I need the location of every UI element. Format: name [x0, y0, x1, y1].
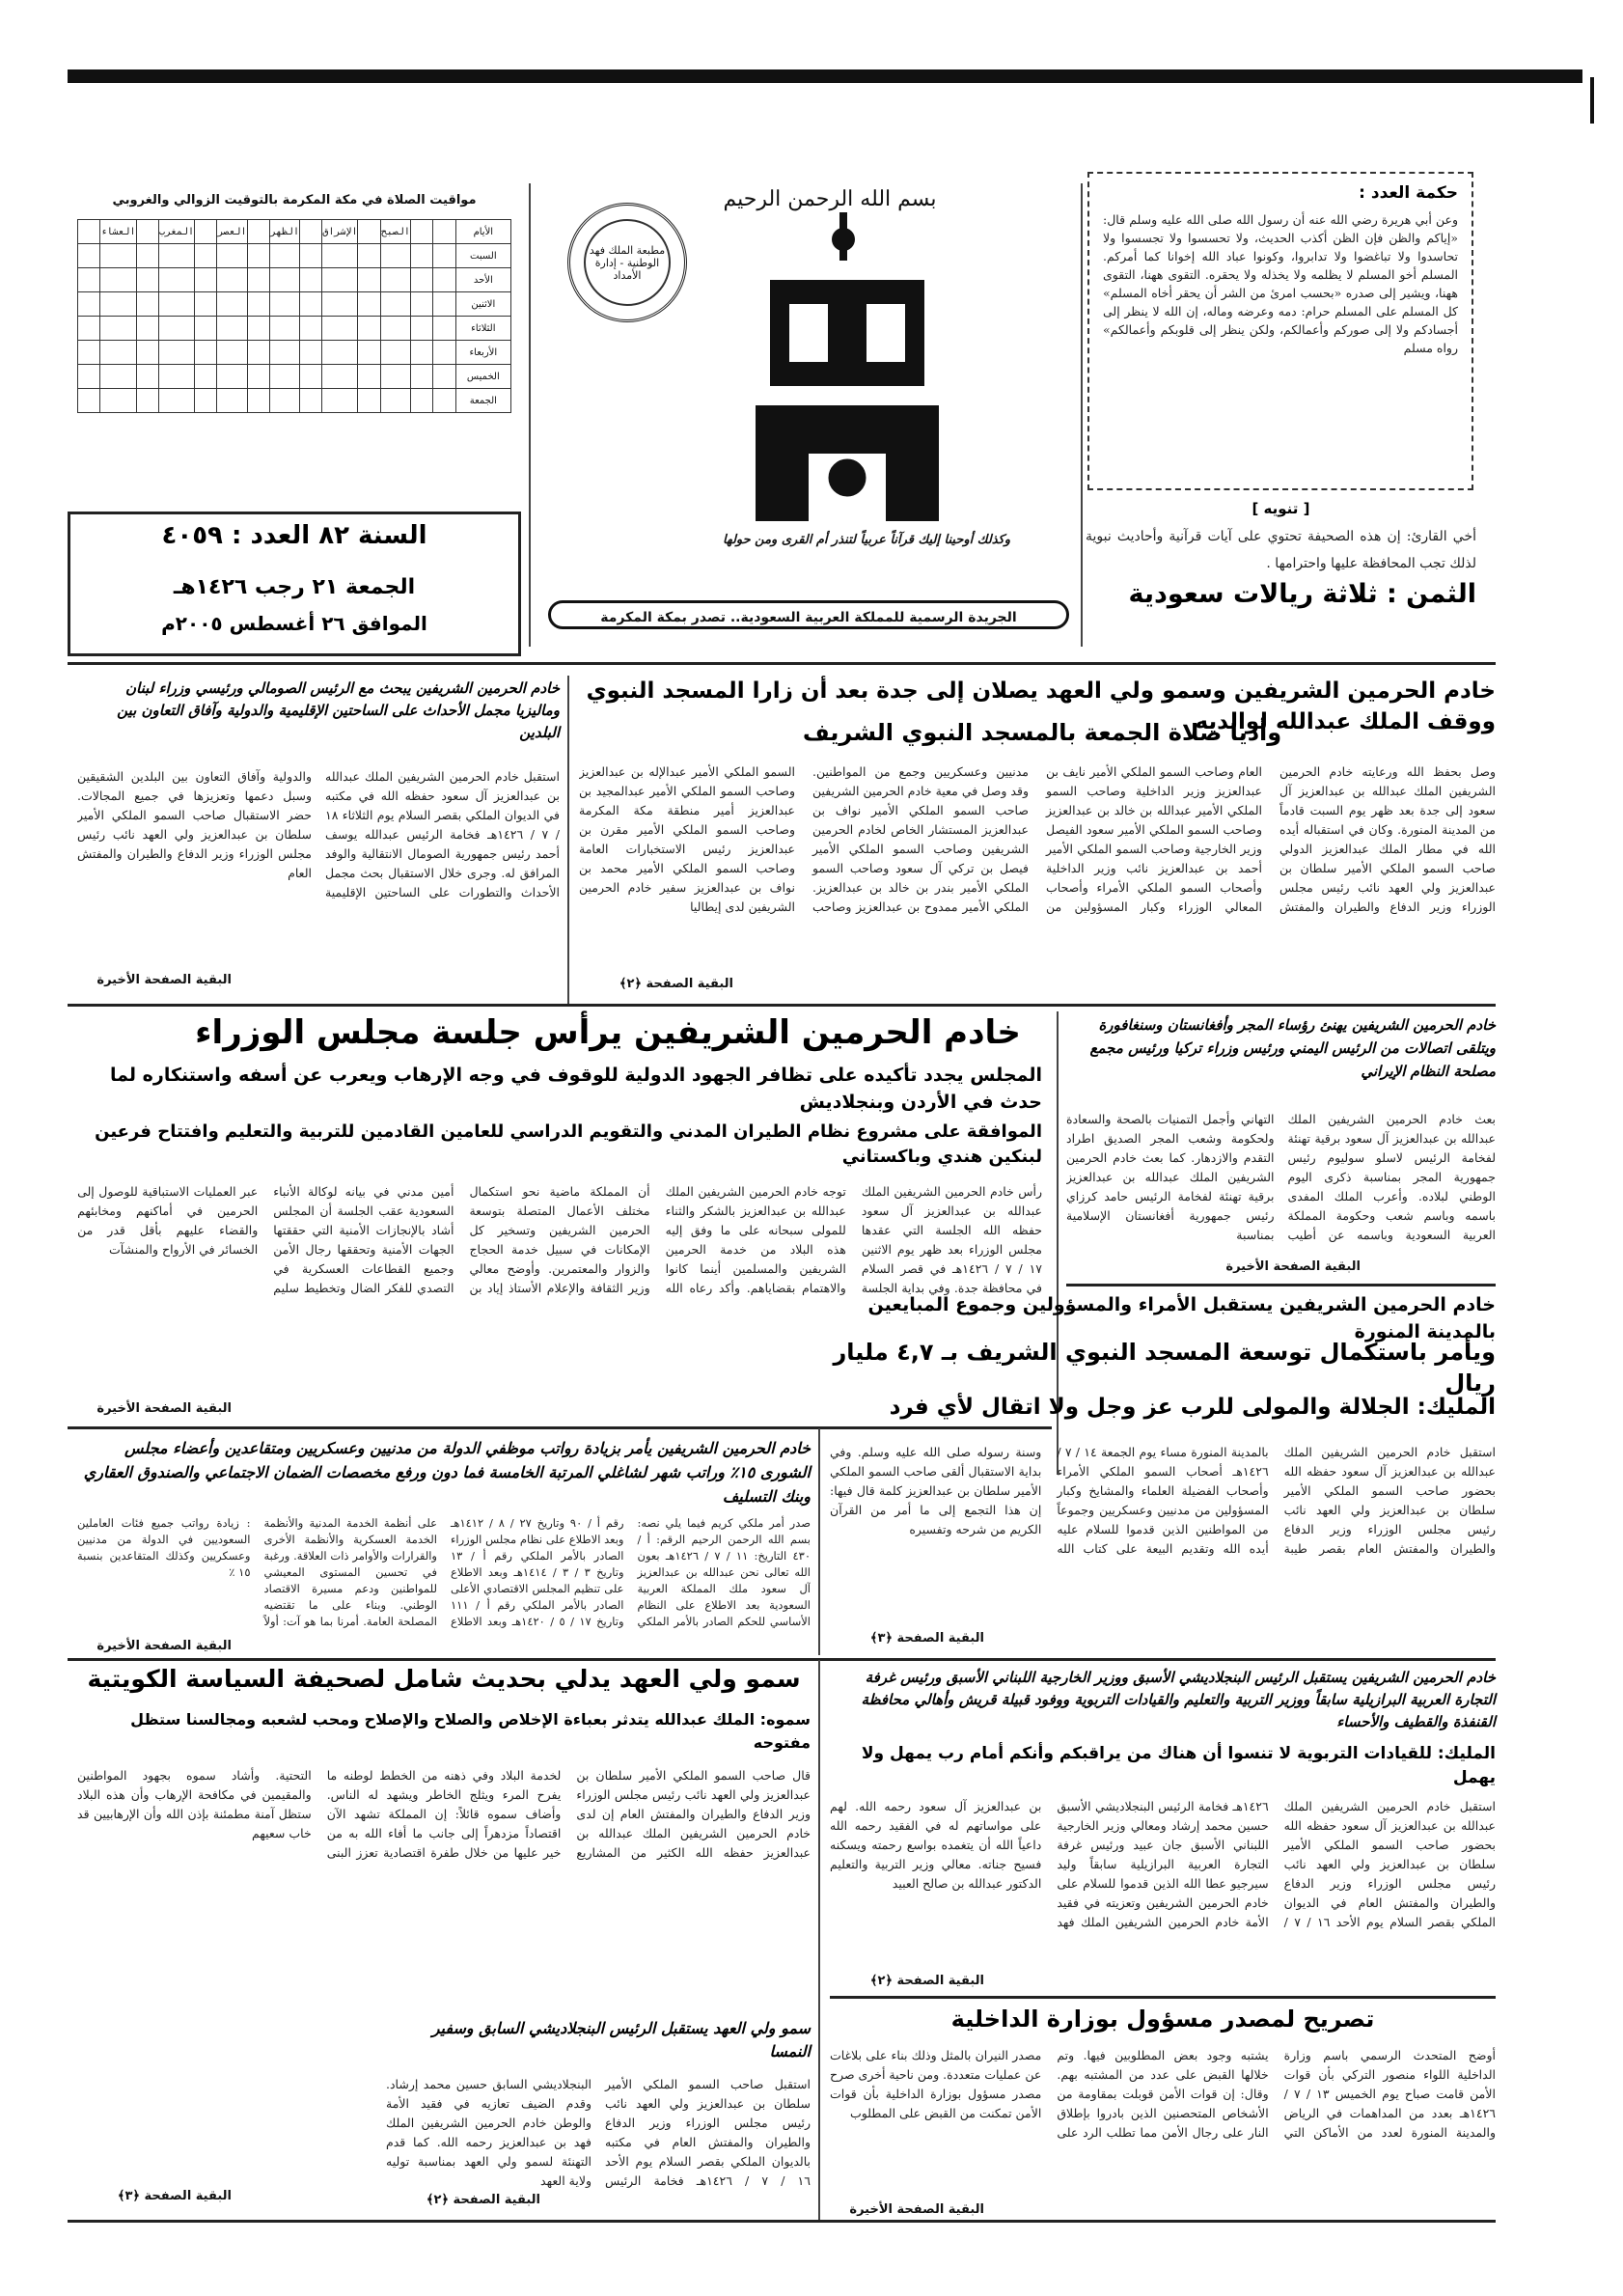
a5-headline1: خادم الحرمين الشريفين يستقبل الأمراء والمسؤولين وجموع المبايعين بالمدينة المنورة — [867, 1294, 1496, 1342]
a3-sub1: المجلس يجدد تأكيده على تظافر الجهود الدولية للوقوف في وجه الإرهاب ويعرب عن أسفه واستنكاره لما حدث في الأردن وبنجلاديش — [110, 1065, 1042, 1113]
a9-body: أوضح المتحدث الرسمي باسم وزارة الداخلية اللواء منصور التركي بأن قوات الأمن قامت صباح يوم الخميس ١٣ / ٧ / ١٤٢٦هـ بعدد من المداهمات في الرياض والمدينة المنورة لعدد من الأماكن التي يشتبه وجود بعض المطلوبين فيها. وتم خلالها القبض على عدد من المشتبه بهم. وقال: إن قوات الأمن قوبلت بمقاومة من الأشخاص المتحصنين الذين بادروا بإطلاق النار على رجال الأمن مما تطلب الرد على مصدر النيران بالمثل وذلك بناء على بلاغات عن عمليات متعددة. ومن ناحية أخرى صرح مصدر مسؤول بوزارة الداخلية بأن قوات الأمن تمكنت من القبض على المطلوب — [830, 2048, 1496, 2140]
wisdom-text: وعن أبي هريرة رضي الله عنه أن رسول الله صلى الله عليه وسلم قال: «إياكم والظن فإن الظن أكذب الحديث، ولا تحسسوا ولا تجسسوا ولا تحاسدوا ولا تباغضوا ولا تدابروا، وكونوا عباد الله إخوانا كما أمركم. المسلم أخو المسلم لا يظلمه ولا يخذله ولا يحقره. التقوى ههنا، التقوى ههنا، ويشير إلى صدره «بحسب امرئ من الشر أن يحقر أخاه المسلم» كل المسلم على المسلم حرام: دمه وعرضه وماله، إن الله لا ينظر إلى أجسادكم ولا إلى صوركم وأعمالكم، ولكن ينظر إلى قلوبكم وأعمالكم» رواه مسلم — [1103, 212, 1458, 355]
prayer-header — [358, 220, 380, 244]
masthead-frame — [1081, 183, 1083, 647]
notice-title: [ تنويه ] — [1252, 500, 1310, 517]
a9-more: البقية الصفحة الأخيرة — [849, 2202, 984, 2217]
a6-body: صدر أمر ملكي كريم فيما يلي نصه: بسم الله الرحمن الرحيم الرقم: أ / ٤٣٠ التاريخ: ١١ / ٧ / ١٤٢٦هـ بعون الله تعالى نحن عبدالله بن عبدالعزيز آل سعود ملك المملكة العربية السعودية بعد الاطلاع على النظام الأساسي للحكم الصادر بالأمر الملكي رقم أ / ٩٠ وتاريخ ٢٧ / ٨ / ١٤١٢هـ وبعد الاطلاع على نظام مجلس الوزراء الصادر بالأمر الملكي رقم أ / ١٣ وتاريخ ٣ / ٣ / ١٤١٤هـ وبعد الاطلاع على تنظيم المجلس الاقتصادي الأعلى الصادر بالأمر الملكي رقم أ / ١١١ وتاريخ ١٧ / ٥ / ١٤٢٠هـ وبعد الاطلاع على أنظمة الخدمة المدنية والأنظمة الخدمة العسكرية والأنظمة الأخرى والقرارات والأوامر ذات العلاقة. ورغبة في تحسين المستوى المعيشي للمواطنين ودعم مسيرة الاقتصاد الوطني. وبناء على ما تقتضيه المصلحة العامة. أمرنا بما هو آت: أولاً : زيادة رواتب جميع فئات العاملين السعوديين في الدولة من مدنيين وعسكريين وكذلك المتقاعدين بنسبة ١٥ ٪ — [77, 1516, 811, 1628]
row-rule — [830, 1996, 1496, 1999]
seal-icon — [567, 203, 687, 322]
seal-text: مطبعة الملك فهد الوطنية - إدارة الأمداد — [584, 219, 671, 306]
prayer-table — [77, 219, 511, 413]
a2-more: البقية الصفحة الأخيرة — [96, 973, 232, 987]
prayer-row — [78, 292, 511, 317]
prayer-header: الصبح — [380, 220, 410, 244]
top-rule — [68, 69, 1582, 83]
a2-body: استقبل خادم الحرمين الشريفين الملك عبدالله بن عبدالعزيز آل سعود حفظه الله في مكتبه في الديوان الملكي بقصر السلام يوم الثلاثاء ١٨ / ٧ / ١٤٢٦هـ فخامة الرئيس عبدالله يوسف أحمد رئيس جمهورية الصومال الانتقالية والوفد المرافق له. وجرى خلال الاستقبال بحث مجمل الأحداث والتطورات على الساحتين الإقليمية والدولية وآفاق التعاون بين البلدين الشقيقين وسبل دعمها وتعزيزها في جميع المجالات. حضر الاستقبال صاحب السمو الملكي الأمير سلطان بن عبدالعزيز ولي العهد نائب رئيس مجلس الوزراء وزير الدفاع والطيران والمفتش العام — [77, 769, 560, 899]
row-rule — [68, 1658, 1496, 1661]
header-rule — [68, 662, 1496, 665]
a4-headline: خادم الحرمين الشريفين يهنئ رؤساء المجر وأفغانستان وسنغافورة ويتلقى اتصالات من الرئيس اليمني ورئيس وزراء تركيا ورئيس مجمع مصلحة النظام الإيراني — [1089, 1016, 1496, 1080]
wisdom-box — [1087, 172, 1473, 490]
row-rule — [68, 1426, 1052, 1429]
prayer-header — [247, 220, 269, 244]
a4-more: البقية الصفحة الأخيرة — [1225, 1259, 1361, 1274]
prayer-header: الإشراق — [322, 220, 358, 244]
a8-sub: سموه: الملك عبدالله يتدثر بعباءة الإخلاص والصلاح والإصلاح ومحب لشعبه ومجالسنا ستظل مفتوحه — [130, 1710, 811, 1752]
masthead-logo-icon — [751, 212, 944, 531]
a3-sub2: الموافقة على مشروع نظام الطيران المدني والتقويم الدراسي للعامين القادمين للتربية والتعليم وافتتاح فرعين لبنكين هندي وباكستاني — [95, 1121, 1042, 1167]
a9-headline: تصريح لمصدر مسؤول بوزارة الداخلية — [950, 2006, 1375, 2033]
a1-more: البقية الصفحة ﴿٢﴾ — [619, 977, 733, 991]
prayer-day: الثلاثاء — [455, 317, 510, 341]
column-rule — [818, 1428, 820, 1655]
a10-headline: سمو ولي العهد يستقبل الرئيس البنجلاديشي السابق وسفير النمسا — [431, 2019, 811, 2061]
prayer-header — [78, 220, 100, 244]
a1-subhead: وأديا صلاة الجمعة بالمسجد النبوي الشريف — [802, 719, 1282, 746]
a5-more: البقية الصفحة ﴿٣﴾ — [869, 1631, 984, 1646]
prayer-row — [78, 244, 511, 268]
prayer-header — [410, 220, 432, 244]
prayer-row — [78, 341, 511, 365]
a3-headline: خادم الحرمين الشريفين يرأس جلسة مجلس الوزراء — [195, 1013, 1021, 1052]
issue-number: السنة ٨٢ العدد : ٤٠٥٩ — [161, 521, 427, 550]
prayer-title: مواقيت الصلاة في مكة المكرمة بالتوقيت الزوالي والغروبي — [112, 193, 477, 207]
prayer-header — [433, 220, 455, 244]
price: الثمن : ثلاثة ريالات سعودية — [1128, 579, 1476, 609]
issue-date-greg: الموافق ٢٦ أغسطس ٢٠٠٥م — [161, 612, 427, 635]
prayer-header — [299, 220, 321, 244]
prayer-day: الاثنين — [455, 292, 510, 317]
a7-more: البقية الصفحة ﴿٢﴾ — [869, 1974, 984, 1988]
a5-body: استقبل خادم الحرمين الشريفين الملك عبدالله بن عبدالعزيز آل سعود حفظه الله بحضور صاحب السمو الملكي الأمير سلطان بن عبدالعزيز ولي العهد نائب رئيس مجلس الوزراء وزير الدفاع والطيران والمفتش العام بقصر طيبة بالمدينة المنورة مساء يوم الجمعة ١٤ / ٧ / ١٤٢٦هـ أصحاب السمو الملكي الأمراء وأصحاب الفضيلة العلماء والمشايخ وكبار المسؤولين من مدنيين وعسكريين وجموعاً من المواطنين الذين قدموا للسلام عليه أيده الله وتقديم البيعة على كتاب الله وسنة رسوله صلى الله عليه وسلم. وفي بداية الاستقبال ألقى صاحب السمو الملكي الأمير سلطان بن عبدالعزيز كلمة قال فيها: إن هذا التجمع إلى ما أمر من القرآن الكريم من شرحه وتفسيره — [830, 1445, 1496, 1556]
issue-date-hijri: الجمعة ٢١ رجب ١٤٢٦هـ — [173, 575, 416, 599]
a7-body: استقبل خادم الحرمين الشريفين الملك عبدالله بن عبدالعزيز آل سعود حفظه الله بحضور صاحب السمو الملكي الأمير سلطان بن عبدالعزيز ولي العهد نائب رئيس مجلس الوزراء وزير الدفاع والطيران والمفتش العام في الديوان الملكي بقصر السلام يوم الأحد ١٦ / ٧ / ١٤٢٦هـ فخامة الرئيس البنجلاديشي الأسبق حسين محمد إرشاد ومعالي وزير الخارجية اللبناني الأسبق جان عبيد ورئيس غرفة التجارة العربية البرازيلية سابقاً وليد سيرجيو عطا الله الذين قدموا للسلام على خادم الحرمين الشريفين وتعزيته في فقيد الأمة خادم الحرمين الشريفين الملك فهد بن عبدالعزيز آل سعود رحمه الله. لهم على مواساتهم له في الفقيد رحمه الله داعياً الله أن يتغمده بواسع رحمته ويسكنه فسيح جناته. معالي وزير التربية والتعليم الدكتور عبدالله بن صالح العبيد — [830, 1799, 1496, 1929]
column-rule — [818, 1660, 820, 2220]
column-rule — [567, 676, 569, 1004]
prayer-day: السبت — [455, 244, 510, 268]
a3-body: رأس خادم الحرمين الشريفين الملك عبدالله بن عبدالعزيز آل سعود حفظه الله الجلسة التي عقدها مجلس الوزراء بعد ظهر يوم الاثنين ١٧ / ٧ / ١٤٢٦هـ في قصر السلام في محافظة جدة. وفي بداية الجلسة توجه خادم الحرمين الشريفين الملك عبدالله بن عبدالعزيز بالشكر والثناء للمولى سبحانه على ما وفق إليه هذه البلاد من خدمة الحرمين الشريفين والمسلمين أينما كانوا والاهتمام بقضاياهم. وأكد رعاه الله أن المملكة ماضية نحو استكمال مختلف الأعمال المتصلة بتوسعة الحرمين الشريفين وتسخير كل الإمكانات في سبيل خدمة الحجاج والزوار والمعتمرين. وأوضح معالي وزير الثقافة والإعلام الأستاذ إياد بن أمين مدني في بيانه لوكالة الأنباء السعودية عقب الجلسة أن المجلس أشاد بالإنجازات الأمنية التي حققتها الجهات الأمنية وتحققها رجال الأمن وجميع القطاعات العسكرية في التصدي للفكر الضال وتخطيط سليم عبر العمليات الاستباقية للوصول إلى الحرمين في أماكنهم ومخابئهم والقضاء عليهم بأقل قدر من الخسائر في الأرواح والمنشآت — [77, 1184, 1042, 1295]
prayer-row — [78, 389, 511, 413]
masthead-tagline: الجريدة الرسمية للمملكة العربية السعودية.. تصدر بمكة المكرمة — [548, 600, 1069, 629]
a6-more: البقية الصفحة الأخيرة — [96, 1639, 232, 1653]
prayer-day: الخميس — [455, 365, 510, 389]
a8-more: البقية الصفحة ﴿٣﴾ — [117, 2189, 232, 2203]
prayer-row — [78, 365, 511, 389]
page-bottom-rule — [68, 2220, 1496, 2223]
a5-headline2: ويأمر باستكمال توسعة المسجد النبوي الشريف بـ ٤,٧ مليار ريال — [833, 1339, 1496, 1397]
corner-mark — [1590, 77, 1594, 124]
a4-body: بعث خادم الحرمين الشريفين الملك عبدالله بن عبدالعزيز آل سعود برقية تهنئة لفخامة الرئيس لاسلو سوليوم رئيس جمهورية المجر بمناسبة ذكرى اليوم الوطني لبلاده. وأعرب الملك المفدى باسمه وباسم شعب وحكومة المملكة العربية السعودية وباسمه عن أطيب التهاني وأجمل التمنيات بالصحة والسعادة ولحكومة وشعب المجر الصديق اطراد التقدم والازدهار. كما بعث خادم الحرمين الشريفين الملك عبدالله بن عبدالعزيز برقية تهنئة لفخامة الرئيس حامد كرزاي رئيس جمهورية أفغانستان الإسلامية بمناسبة — [1066, 1112, 1496, 1242]
notice-text: أخي القارئ: إن هذه الصحيفة تحتوي على آيات قرآنية وأحاديث نبوية لذلك تجب المحافظة عليها واحترامها . — [1086, 529, 1476, 571]
a7-sub: المليك: للقيادات التربوية لا تنسوا أن هناك من يراقبكم وأنكم أمام رب يمهل ولا يهمل — [861, 1744, 1496, 1787]
prayer-day: الجمعة — [455, 389, 510, 413]
prayer-header: العشاء — [100, 220, 136, 244]
prayer-header: العصر — [217, 220, 247, 244]
a3-more: البقية الصفحة الأخيرة — [96, 1401, 232, 1416]
prayer-header: الأيام — [455, 220, 510, 244]
prayer-header: الظهر — [269, 220, 299, 244]
masthead-frame — [529, 183, 531, 647]
prayer-header-row — [78, 220, 511, 244]
a8-headline: سمو ولي العهد يدلي بحديث شامل لصحيفة السياسة الكويتية — [87, 1665, 801, 1693]
prayer-row — [78, 317, 511, 341]
masthead-verse: وكذلك أوحينا إليك قرآناً عربياً لتنذر أم القرى ومن حولها — [722, 533, 1010, 547]
prayer-day: الأحد — [455, 268, 510, 292]
prayer-box — [77, 193, 511, 413]
a1-body: وصل بحفظ الله ورعايته خادم الحرمين الشريفين الملك عبدالله بن عبدالعزيز آل سعود إلى جدة بعد ظهر يوم السبت قادماً من المدينة المنورة. وكان في استقباله أيده الله في مطار الملك عبدالعزيز الدولي صاحب السمو الملكي الأمير سلطان بن عبدالعزيز ولي العهد نائب رئيس مجلس الوزراء وزير الدفاع والطيران والمفتش العام وصاحب السمو الملكي الأمير نايف بن عبدالعزيز وزير الداخلية وصاحب السمو الملكي الأمير عبدالله بن خالد بن عبدالعزيز وصاحب السمو الملكي الأمير سعود الفيصل وزير الخارجية وصاحب السمو الملكي الأمير أحمد بن عبدالعزيز نائب وزير الداخلية وأصحاب السمو الملكي الأمراء وأصحاب المعالي الوزراء وكبار المسؤولين من مدنيين وعسكريين وجمع من المواطنين. وقد وصل في معية خادم الحرمين الشريفين صاحب السمو الملكي الأمير نواف بن عبدالعزيز المستشار الخاص لخادم الحرمين الشريفين وصاحب السمو الملكي الأمير فيصل بن تركي آل سعود وصاحب السمو الملكي الأمير بندر بن خالد بن عبدالعزيز. الملكي الأمير ممدوح بن عبدالعزيز وصاحب السمو الملكي الأمير عبدالإله بن عبدالعزيز وصاحب السمو الملكي الأمير عبدالمجيد بن عبدالعزيز أمير منطقة مكة المكرمة وصاحب السمو الملكي الأمير مقرن بن عبدالعزيز رئيس الاستخبارات العامة وصاحب السمو الملكي الأمير محمد بن نواف بن عبدالعزيز سفير خادم الحرمين الشريفين لدى إيطاليا — [579, 764, 1496, 914]
a2-headline: خادم الحرمين الشريفين يبحث مع الرئيس الصومالي ورئيسي وزراء لبنان وماليزيا مجمل الأحداث على الساحتين الإقليمية والدولية وآفاق التعاون بين البلدين — [117, 679, 560, 741]
prayer-header: المغرب — [158, 220, 194, 244]
row-rule — [68, 1004, 1496, 1007]
prayer-header — [136, 220, 158, 244]
a5-headline3: المليك: الجلالة والمولى للرب عز وجل ولا اتقال لأي فرد — [889, 1395, 1496, 1420]
wisdom-title: حكمة العدد : — [1359, 183, 1458, 203]
prayer-row — [78, 268, 511, 292]
a10-body: استقبل صاحب السمو الملكي الأمير سلطان بن عبدالعزيز ولي العهد نائب رئيس مجلس الوزراء وزير الدفاع والطيران والمفتش العام في مكتبه بالديوان الملكي بقصر السلام يوم الأحد ١٦ / ٧ / ١٤٢٦هـ فخامة الرئيس البنجلاديشي السابق حسين محمد إرشاد. وقدم الضيف تعازيه في فقيد الأمة والوطن خادم الحرمين الشريفين الملك فهد بن عبدالعزيز رحمه الله. كما قدم التهنئة لسمو ولي العهد بمناسبة توليه ولاية العهد — [386, 2077, 811, 2188]
prayer-day: الأربعاء — [455, 341, 510, 365]
bismillah: بسم الله الرحمن الرحيم — [723, 187, 937, 211]
row-rule — [1066, 1284, 1496, 1286]
a7-headline: خادم الحرمين الشريفين يستقبل الرئيس البنجلاديشي الأسبق ووزير الخارجية اللبناني الأسبق ورئيس غرفة التجارة العربية البرازيلية سابقاً ووزير التربية والتعليم والقيادات التربوية ووفود قبيلة قريش وأهالي محافظة القنفذة والقطيف والأحساء — [861, 1669, 1496, 1730]
a10-more: البقية الصفحة ﴿٢﴾ — [426, 2193, 540, 2207]
masthead — [529, 183, 1081, 647]
a1-headline: خادم الحرمين الشريفين وسمو ولي العهد يصلان إلى جدة بعد أن زارا المسجد النبوي ووقف الملك عبدالله لوالديه — [586, 678, 1496, 734]
a8-body: قال صاحب السمو الملكي الأمير سلطان بن عبدالعزيز ولي العهد نائب رئيس مجلس الوزراء وزير الدفاع والطيران والمفتش العام إن لدى خادم الحرمين الشريفين الملك عبدالله بن عبدالعزيز حفظه الله الكثير من المشاريع لخدمة البلاد وفي ذهنه من الخطط لوطنه ما يفرح المرء ويثلج الخاطر ويشهد له الناس. وأضاف سموه قائلاً: إن المملكة تشهد الآن اقتصاداً مزدهراً إلى جانب ما أفاء الله به من خير عليها من خلال طفرة اقتصادية تعزز البنى التحتية. وأشاد سموه بجهود المواطنين والمقيمين في مكافحة الإرهاب وأن هذه البلاد ستظل آمنة مطمئنة بإذن الله وأن الإرهابيين قد خاب سعيهم — [77, 1768, 811, 1860]
prayer-header — [195, 220, 217, 244]
a6-headline: خادم الحرمين الشريفين يأمر بزيادة رواتب موظفي الدولة من مدنيين وعسكريين ومتقاعدين وأعضاء مجلس الشورى ١٥٪ وراتب شهر لشاغلي المرتبة الخامسة فما دون ورفع مخصصات الضمان الاجتماعي والصندوق العقاري وبنك التسليف — [83, 1439, 811, 1506]
